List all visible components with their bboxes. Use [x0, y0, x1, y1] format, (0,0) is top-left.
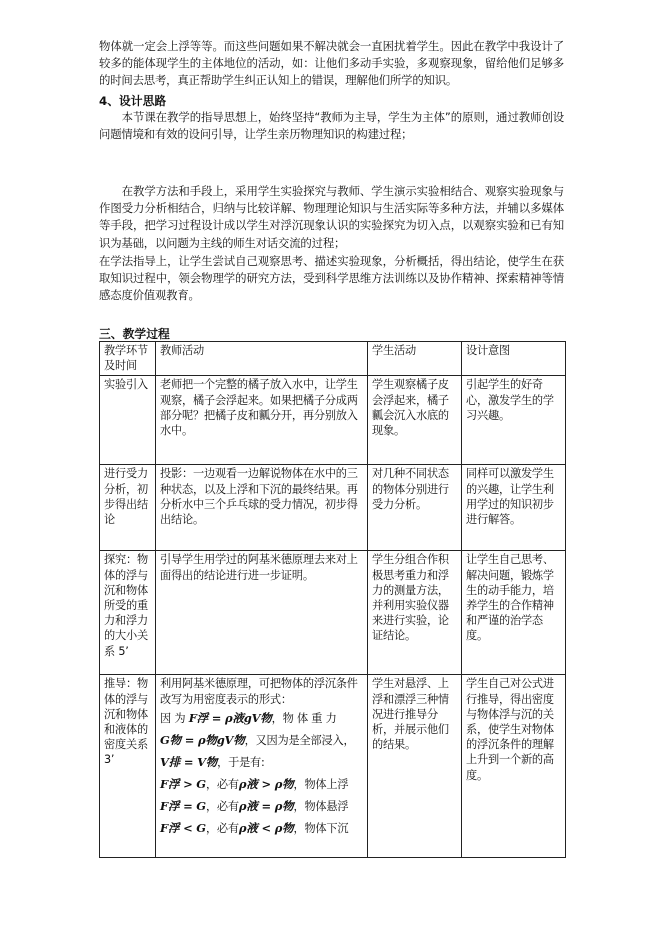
formula-line-gravity [160, 729, 363, 751]
formula-line-volume [160, 751, 363, 773]
teaching-process-table [99, 341, 566, 858]
formula-text: ，物体悬浮 [293, 799, 349, 813]
table-header-row [100, 342, 566, 376]
formula-line-buoyancy [160, 707, 363, 729]
density-comparison: ρ液 > ρ物 [238, 776, 294, 791]
student-activity-cell: 对几种不同状态的物体分别进行受力分析。 [368, 465, 462, 551]
formula-text: ，必有 [205, 799, 239, 813]
intro-paragraph: 物体就一定会上浮等等。而这些问题如果不解决就会一直困扰着学生。因此在教学中我设计了较多的能体现学生的主体地位的活动，如：让他们多动手实验，多观察现象，留给他们足够多的时间去思考，真正帮助学生纠正认知上的错误，理解他们所学的知识。 [99, 39, 564, 88]
table-row [100, 465, 566, 551]
table-row [100, 551, 566, 675]
teacher-activity-cell [156, 675, 368, 858]
design-intent-cell: 让学生自己思考、解决问题，锻炼学生的动手能力，培养学生的合作精神和严谨的治学态度。 [462, 551, 566, 675]
density-comparison: ρ液 = ρ物 [238, 798, 294, 813]
student-activity-cell: 学生观察橘子皮会浮起来，橘子瓤会沉入水底的现象。 [368, 376, 462, 465]
volume-formula: V排 = V物 [160, 754, 218, 769]
formula-text: ，于是有: [217, 755, 265, 769]
stage-cell: 进行受力分析，初步得出结论 [100, 465, 156, 551]
force-comparison: F浮 > G [160, 776, 206, 791]
header-stage: 教学环节及时间 [100, 342, 156, 376]
stage-cell: 推导：物体的浮与沉和物体和液体的密度关系 3’ [100, 675, 156, 858]
header-design-intent: 设计意图 [462, 342, 566, 376]
formula-text: ，又因为是全部浸入， [244, 733, 355, 747]
table-row [100, 675, 566, 858]
header-student-activity: 学生活动 [368, 342, 462, 376]
section-3-title: 三、教学过程 [99, 327, 170, 341]
gravity-formula: G物 = ρ物gV物 [160, 732, 245, 747]
formula-text: ，必有 [205, 777, 239, 791]
formula-text: ，必有 [205, 821, 239, 835]
formula-line-float-up [160, 773, 363, 795]
formula-line-sink [160, 817, 363, 839]
formula-line-suspend [160, 795, 363, 817]
header-teacher-activity: 教师活动 [156, 342, 368, 376]
section-4-title: 4、设计思路 [99, 94, 167, 108]
derivation-formulas [160, 707, 363, 839]
formula-text: ，物 体 重 力 [271, 711, 337, 725]
section-4-paragraph-methods: 在教学方法和手段上，采用学生实验探究与教师、学生演示实验相结合、观察实验现象与作图受力分析相结合，归纳与比较详解、物理理论知识与生活实际等多种方法，并辅以多媒体等手段，把学习过程设计成以学生对浮沉现象认识的实验探究为切入点，以观察实验和已有知识为基础，以问题为主线的师生对话交流的过程； [99, 184, 564, 250]
section-4-paragraph-learning: 在学法指导上，让学生尝试自己观察思考、描述实验现象，分析概括，得出结论，使学生在获取知识过程中，领会物理学的研究方法，受到科学思维方法训练以及协作精神、探索精神等情感态度价值观教育。 [99, 254, 564, 303]
design-intent-cell: 学生自己对公式进行推导，得出密度与物体浮与沉的关系，使学生对物体的浮沉条件的理解上升到一个新的高度。 [462, 675, 566, 858]
stage-cell: 探究：物体的浮与沉和物体所受的重力和浮力的大小关系 5’ [100, 551, 156, 675]
teacher-activity-cell: 投影：一边观看一边解说物体在水中的三种状态，以及上浮和下沉的最终结果。再分析水中三个乒乓球的受力情况，初步得出结论。 [156, 465, 368, 551]
teacher-activity-cell: 引导学生用学过的阿基米德原理去来对上面得出的结论进行进一步证明。 [156, 551, 368, 675]
formula-text: 因 为 [160, 711, 189, 725]
buoyancy-formula: F浮 = ρ液gV物 [188, 710, 272, 725]
density-comparison: ρ液 < ρ物 [238, 820, 294, 835]
section-4-paragraph-guiding: 本节课在教学的指导思想上，始终坚持“教师为主导，学生为主体”的原则，通过教师创设问题情境和有效的设问引导，让学生亲历物理知识的构建过程； [99, 110, 564, 142]
student-activity-cell: 学生分组合作积极思考重力和浮力的测量方法，并利用实验仪器来进行实验，论证结论。 [368, 551, 462, 675]
design-intent-cell: 引起学生的好奇心，激发学生的学习兴趣。 [462, 376, 566, 465]
student-activity-cell: 学生对悬浮、上浮和漂浮三种情况进行推导分析，并展示他们的结果。 [368, 675, 462, 858]
formula-text: ，物体下沉 [293, 821, 349, 835]
force-comparison: F浮 < G [160, 820, 206, 835]
stage-cell: 实验引入 [100, 376, 156, 465]
formula-text: ，物体上浮 [293, 777, 349, 791]
teacher-activity-cell: 老师把一个完整的橘子放入水中，让学生观察，橘子会浮起来。如果把橘子分成两部分呢？把橘子皮和瓤分开，再分别放入水中。 [156, 376, 368, 465]
force-comparison: F浮 = G [160, 798, 206, 813]
design-intent-cell: 同样可以激发学生的兴趣，让学生利用学过的知识初步进行解答。 [462, 465, 566, 551]
derivation-intro: 利用阿基米德原理，可把物体的浮沉条件改写为用密度表示的形式： [160, 677, 358, 706]
table-row [100, 376, 566, 465]
